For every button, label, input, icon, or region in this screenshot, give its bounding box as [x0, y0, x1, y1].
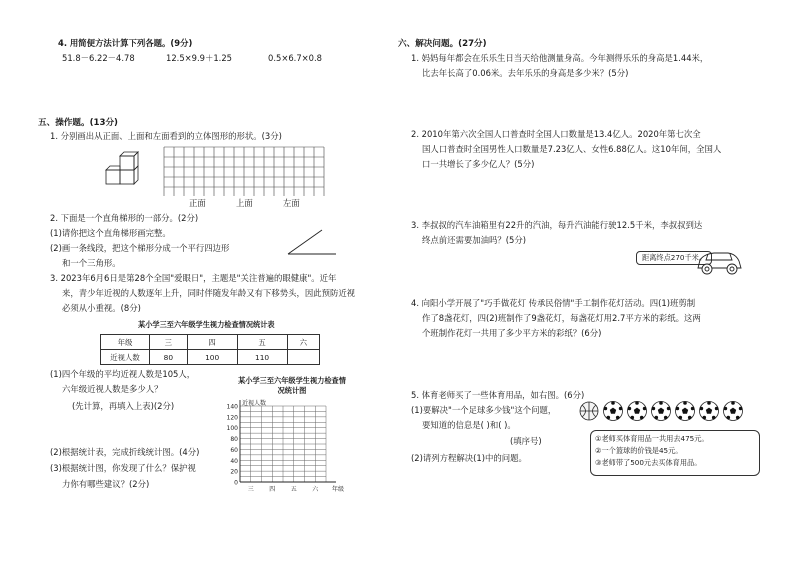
q3-sub1-line-2: 六年级近视人数是多少人？ — [62, 384, 163, 394]
y-tick-label: 80 — [230, 436, 238, 444]
football-icon — [628, 401, 647, 420]
op-q3-line-2: 来，青少年近视的人数逐年上升，同时伴随发年龄又有下移势头，因此预防近视 — [62, 288, 356, 298]
r-q5-title: 5. 体育老师买了一些体育用品，如右图。(6分) — [411, 390, 585, 400]
r-q5-sub1-line-2: 要知道的信息是( )和( )。 — [422, 420, 516, 430]
r-q3-line-1: 3. 李叔叔的汽车油箱里有22升的汽油，每升汽油能行驶12.5千米，李叔叔到达 — [411, 220, 703, 230]
football-icon — [652, 401, 671, 420]
x-tick-label: 五 — [290, 486, 297, 493]
table-cell: 年级 — [101, 335, 150, 350]
cube-stack-figure — [104, 150, 152, 190]
chart-title: 某小学三至六年级学生视力检查情况统计图 — [238, 376, 346, 395]
r-q1-line-2: 比去年长高了0.06米。去年乐乐的身高是多少米？(5分) — [422, 68, 629, 78]
q3-sub1-line-1: (1)四个年级的平均近视人数是105人， — [50, 369, 196, 379]
r-q5-sub1-line-1: (1)要解决"一个足球多少钱"这个问题， — [411, 405, 557, 415]
table-cell: 100 — [187, 350, 237, 365]
x-tick-label: 三 — [247, 486, 254, 493]
q3-sub3-line-1: (3)根据统计图，你发现了什么？保护视 — [50, 463, 196, 473]
op-q2-line-4: 和一个三角形。 — [62, 258, 121, 268]
op-q3-line-1: 3. 2023年6月6日是第28个全国"爱眼日"，主题是"关注普遍的眼健康"。近年 — [50, 273, 337, 283]
y-tick-label: 120 — [226, 414, 238, 422]
vision-line-chart — [222, 398, 372, 494]
notes-box — [590, 430, 760, 476]
x-tick-label: 六 — [312, 486, 319, 493]
y-tick-label: 40 — [230, 457, 238, 465]
football-icon — [724, 401, 743, 420]
q4-title: 4. 用简便方法计算下列各题。(9分) — [58, 38, 193, 48]
r-q4-line-3: 个班制作花灯一共用了多少平方米的彩纸？(6分) — [422, 328, 602, 338]
note-2: ②一个篮球的价钱是45元。 — [595, 446, 683, 455]
r-q2-line-1: 2. 2010年第六次全国人口普查时全国人口数量是13.4亿人。2020年第七次全 — [411, 129, 701, 139]
view-label-front: 正面 — [189, 198, 206, 208]
op-q2-line-2: (1)请你把这个直角梯形画完整。 — [50, 228, 171, 238]
drawing-grid — [163, 146, 331, 196]
trapezoid-figure — [282, 226, 342, 258]
r-q2-line-3: 口一共增长了多少亿人？(5分) — [422, 159, 535, 169]
q3-sub2: (2)根据统计表，完成折线统计图。(4分) — [50, 447, 200, 457]
r-q5-sub1-line-3: (填序号) — [510, 436, 542, 446]
vision-table — [100, 334, 320, 365]
q4-expr-2: 12.5×9.9＋1.25 — [166, 53, 233, 63]
table-cell: 四 — [187, 335, 237, 350]
r-q4-line-1: 4. 向阳小学开展了"巧手做花灯 传承民俗情"手工制作花灯活动。四(1)班剪制 — [411, 298, 696, 308]
y-tick-label: 20 — [230, 468, 238, 476]
x-axis-label: 年级 — [331, 486, 345, 493]
y-tick-label: 140 — [226, 403, 238, 411]
table-row — [101, 335, 320, 350]
y-tick-label: 0 — [234, 479, 238, 487]
chart-gridlines — [240, 406, 326, 482]
q4-expr-1: 51.8－6.22－4.78 — [62, 53, 135, 63]
r-q4-line-2: 作了8盏花灯，四(2)班制作了9盏花灯，每盏花灯用2.7平方米的彩纸。这两 — [422, 313, 701, 323]
view-label-top: 上面 — [236, 198, 253, 208]
section5-title: 五、操作题。(13分) — [38, 118, 118, 128]
football-icon — [604, 401, 623, 420]
sports-balls-figure — [578, 400, 750, 422]
x-tick-label: 四 — [269, 486, 276, 493]
table-cell: 三 — [150, 335, 188, 350]
table-cell: 近视人数 — [101, 350, 150, 365]
table-cell: 110 — [237, 350, 287, 365]
note-1: ①老师买体育用品一共用去475元。 — [595, 434, 709, 443]
view-label-left: 左面 — [283, 198, 300, 208]
q3-sub1-line-3: (先计算，再填入上表)(2分) — [72, 401, 175, 411]
note-3: ③老师带了500元去买体育用品。 — [595, 458, 702, 467]
op-q2-line-1: 2. 下面是一个直角梯形的一部分。(2分) — [50, 213, 199, 223]
r-q3-line-2: 终点前还需要加油吗？(5分) — [422, 235, 526, 245]
vision-table-title: 某小学三至六年级学生视力检查情况统计表 — [138, 320, 275, 329]
football-icon — [700, 401, 719, 420]
table-cell: 80 — [150, 350, 188, 365]
y-axis-label: 近视人数 — [242, 400, 267, 407]
y-tick-label: 100 — [226, 425, 238, 433]
table-row — [101, 350, 320, 365]
r-q5-sub2: (2)请列方程解决(1)中的问题。 — [411, 453, 527, 463]
op-q1-text: 1. 分别画出从正面、上面和左面看到的立体图形的形状。(3分) — [50, 131, 282, 141]
table-cell: 五 — [237, 335, 287, 350]
q4-expr-3: 0.5×6.7×0.8 — [268, 53, 322, 63]
distance-sign: 距离终点270千米。 — [636, 251, 712, 265]
football-icon — [676, 401, 695, 420]
op-q3-line-3: 必须从小重视。(8分) — [62, 303, 141, 313]
op-q2-line-3: (2)画一条线段，把这个梯形分成一个平行四边形 — [50, 243, 230, 253]
r-q1-line-1: 1. 妈妈每年都会在乐乐生日当天给他测量身高。今年测得乐乐的身高是1.44米， — [411, 53, 709, 63]
table-cell: 六 — [287, 335, 319, 350]
r-q2-line-2: 国人口普查时全国男性人口数量是7.23亿人、女性6.88亿人。这10年间，全国人 — [422, 144, 722, 154]
section6-title: 六、解决问题。(27分) — [398, 39, 487, 49]
y-tick-label: 60 — [230, 446, 238, 454]
table-cell-answer[interactable] — [287, 350, 319, 365]
car-icon — [694, 246, 744, 278]
q3-sub3-line-2: 力你有哪些建议？(2分) — [62, 479, 150, 489]
